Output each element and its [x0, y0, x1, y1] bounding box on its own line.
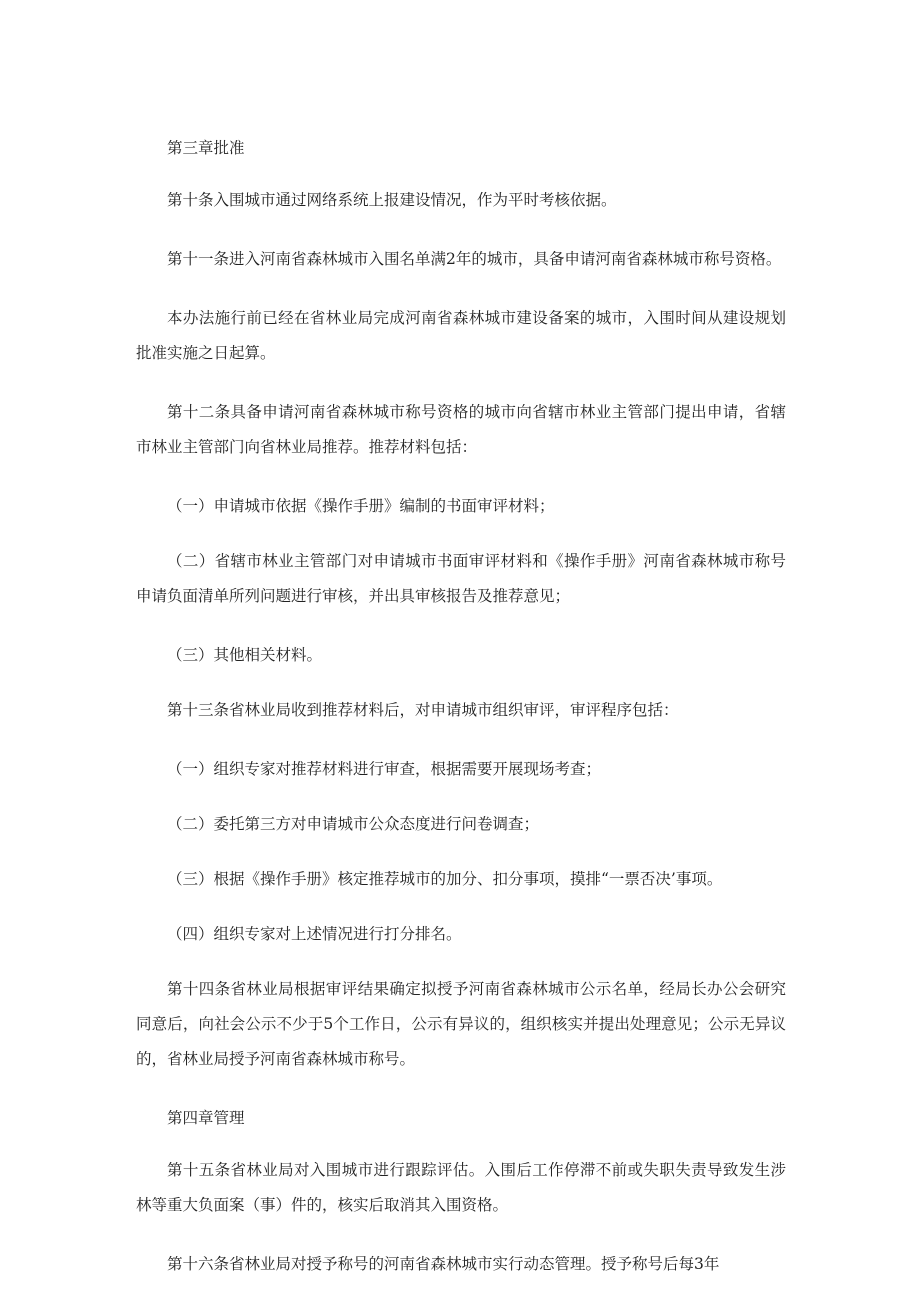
chapter-heading-4: 第四章管理 [167, 1109, 245, 1127]
article-12-item-1: （一）申请城市依据《操作手册》编制的书面审评材料； [167, 497, 555, 515]
article-10: 第十条入围城市通过网络系统上报建设情况，作为平时考核依据。 [167, 191, 617, 209]
article-12-item-3: （三）其他相关材料。 [167, 646, 323, 664]
article-15: 第十五条省林业局对入围城市进行跟踪评估。入围后工作停滞不前或失职失责导致发生涉林等重大负面案（事）件的，核实后取消其入围资格。 [136, 1161, 786, 1214]
article-13: 第十三条省林业局收到推荐材料后，对申请城市组织审评，审评程序包括： [167, 701, 679, 719]
chapter-heading-3: 第三章批准 [167, 139, 245, 157]
article-13-item-3: （三）根据《操作手册》核定推荐城市的加分、扣分事项，摸排“一票否决’事项。 [167, 870, 723, 888]
article-16: 第十六条省林业局对授予称号的河南省森林城市实行动态管理。授予称号后每3年 [167, 1255, 720, 1273]
article-14: 第十四条省林业局根据审评结果确定拟授予河南省森林城市公示名单，经局长办公会研究同意后，向社会公示不少于5个工作日，公示有异议的，组织核实并提出处理意见；公示无异议的，省林业局授予河南省森林城市称号。 [136, 980, 786, 1068]
document-body [136, 131, 786, 1306]
article-12-item-2: （二）省辖市林业主管部门对申请城市书面审评材料和《操作手册》河南省森林城市称号申请负面清单所列问题进行审核，并出具审核报告及推荐意见； [136, 552, 786, 605]
article-13-item-2: （二）委托第三方对申请城市公众态度进行问卷调查； [167, 815, 540, 833]
article-11: 第十一条进入河南省森林城市入围名单满2年的城市，具备申请河南省森林城市称号资格。 [167, 250, 782, 268]
article-13-item-4: （四）组织专家对上述情况进行打分排名。 [167, 925, 462, 943]
article-11-note: 本办法施行前已经在省林业局完成河南省森林城市建设备案的城市，入围时间从建设规划批准实施之日起算。 [136, 309, 786, 362]
article-13-item-1: （一）组织专家对推荐材料进行审查，根据需要开展现场考查； [167, 760, 602, 778]
article-12: 第十二条具备申请河南省森林城市称号资格的城市向省辖市林业主管部门提出申请，省辖市林业主管部门向省林业局推荐。推荐材料包括： [136, 403, 786, 456]
